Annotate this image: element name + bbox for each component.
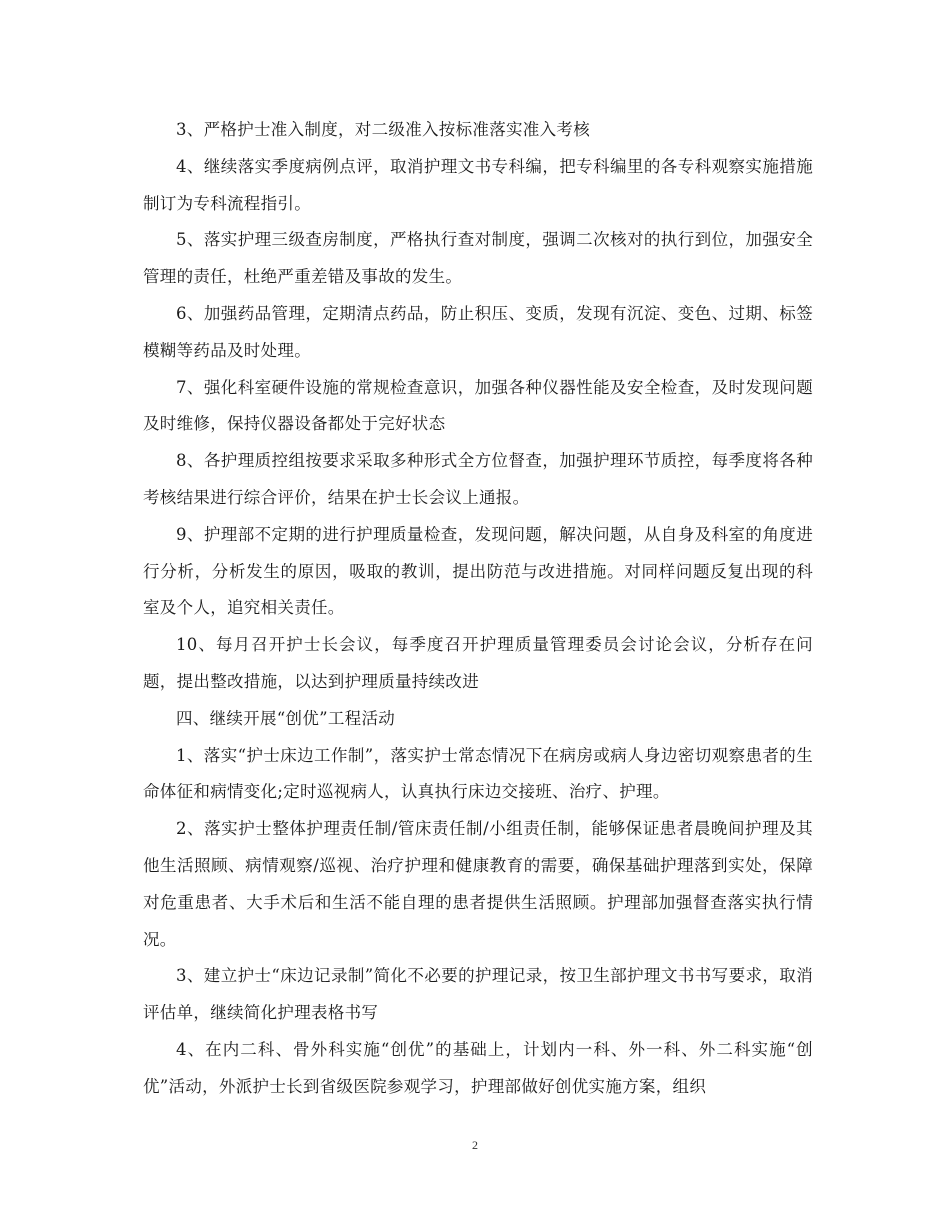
document-body bbox=[143, 112, 813, 1106]
paragraph: 7、强化科室硬件设施的常规检查意识，加强各种仪器性能及安全检查，及时发现问题及时维修，保持仪器设备都处于完好状态 bbox=[143, 377, 813, 434]
paragraph: 6、加强药品管理，定期清点药品，防止积压、变质，发现有沉淀、变色、过期、标签模糊等药品及时处理。 bbox=[143, 303, 813, 360]
paragraph: 4、继续落实季度病例点评，取消护理文书专科编，把专科编里的各专科观察实施措施制订为专科流程指引。 bbox=[143, 156, 813, 213]
paragraph: 8、各护理质控组按要求采取多种形式全方位督查，加强护理环节质控，每季度将各种考核结果进行综合评价，结果在护士长会议上通报。 bbox=[143, 451, 813, 507]
paragraph: 4、在内二科、骨外科实施“创优”的基础上，计划内一科、外一科、外二科实施“创优”活动，外派护士长到省级医院参观学习，护理部做好创优实施方案，组织 bbox=[143, 1039, 813, 1096]
paragraph: 9、护理部不定期的进行护理质量检查，发现问题，解决问题，从自身及科室的角度进行分析，分析发生的原因，吸取的教训，提出防范与改进措施。对同样问题反复出现的科室及个人，追究相关责任。 bbox=[143, 524, 813, 618]
paragraph: 3、严格护士准入制度，对二级准入按标准落实准入考核 bbox=[176, 120, 590, 139]
paragraph: 10、每月召开护士长会议，每季度召开护理质量管理委员会讨论会议，分析存在问题，提出整改措施，以达到护理质量持续改进 bbox=[143, 635, 813, 691]
paragraph: 3、建立护士“床边记录制”简化不必要的护理记录，按卫生部护理文书书写要求，取消评估单，继续简化护理表格书写 bbox=[143, 966, 813, 1023]
section-heading: 四、继续开展“创优”工程活动 bbox=[176, 708, 396, 728]
page-number: 2 bbox=[472, 1138, 478, 1152]
paragraph: 2、落实护士整体护理责任制/管床责任制/小组责任制，能够保证患者晨晚间护理及其他生活照顾、病情观察/巡视、治疗护理和健康教育的需要，确保基础护理落到实处，保障对危重患者、大手术后和生活不能自理的患者提供生活照顾。护理部加强督查落实执行情况。 bbox=[143, 819, 813, 949]
paragraph: 1、落实“护士床边工作制”，落实护士常态情况下在病房或病人身边密切观察患者的生命体征和病情变化;定时巡视病人，认真执行床边交接班、治疗、护理。 bbox=[143, 745, 813, 802]
paragraph: 5、落实护理三级查房制度，严格执行查对制度，强调二次核对的执行到位，加强安全管理的责任，杜绝严重差错及事故的发生。 bbox=[143, 230, 813, 287]
